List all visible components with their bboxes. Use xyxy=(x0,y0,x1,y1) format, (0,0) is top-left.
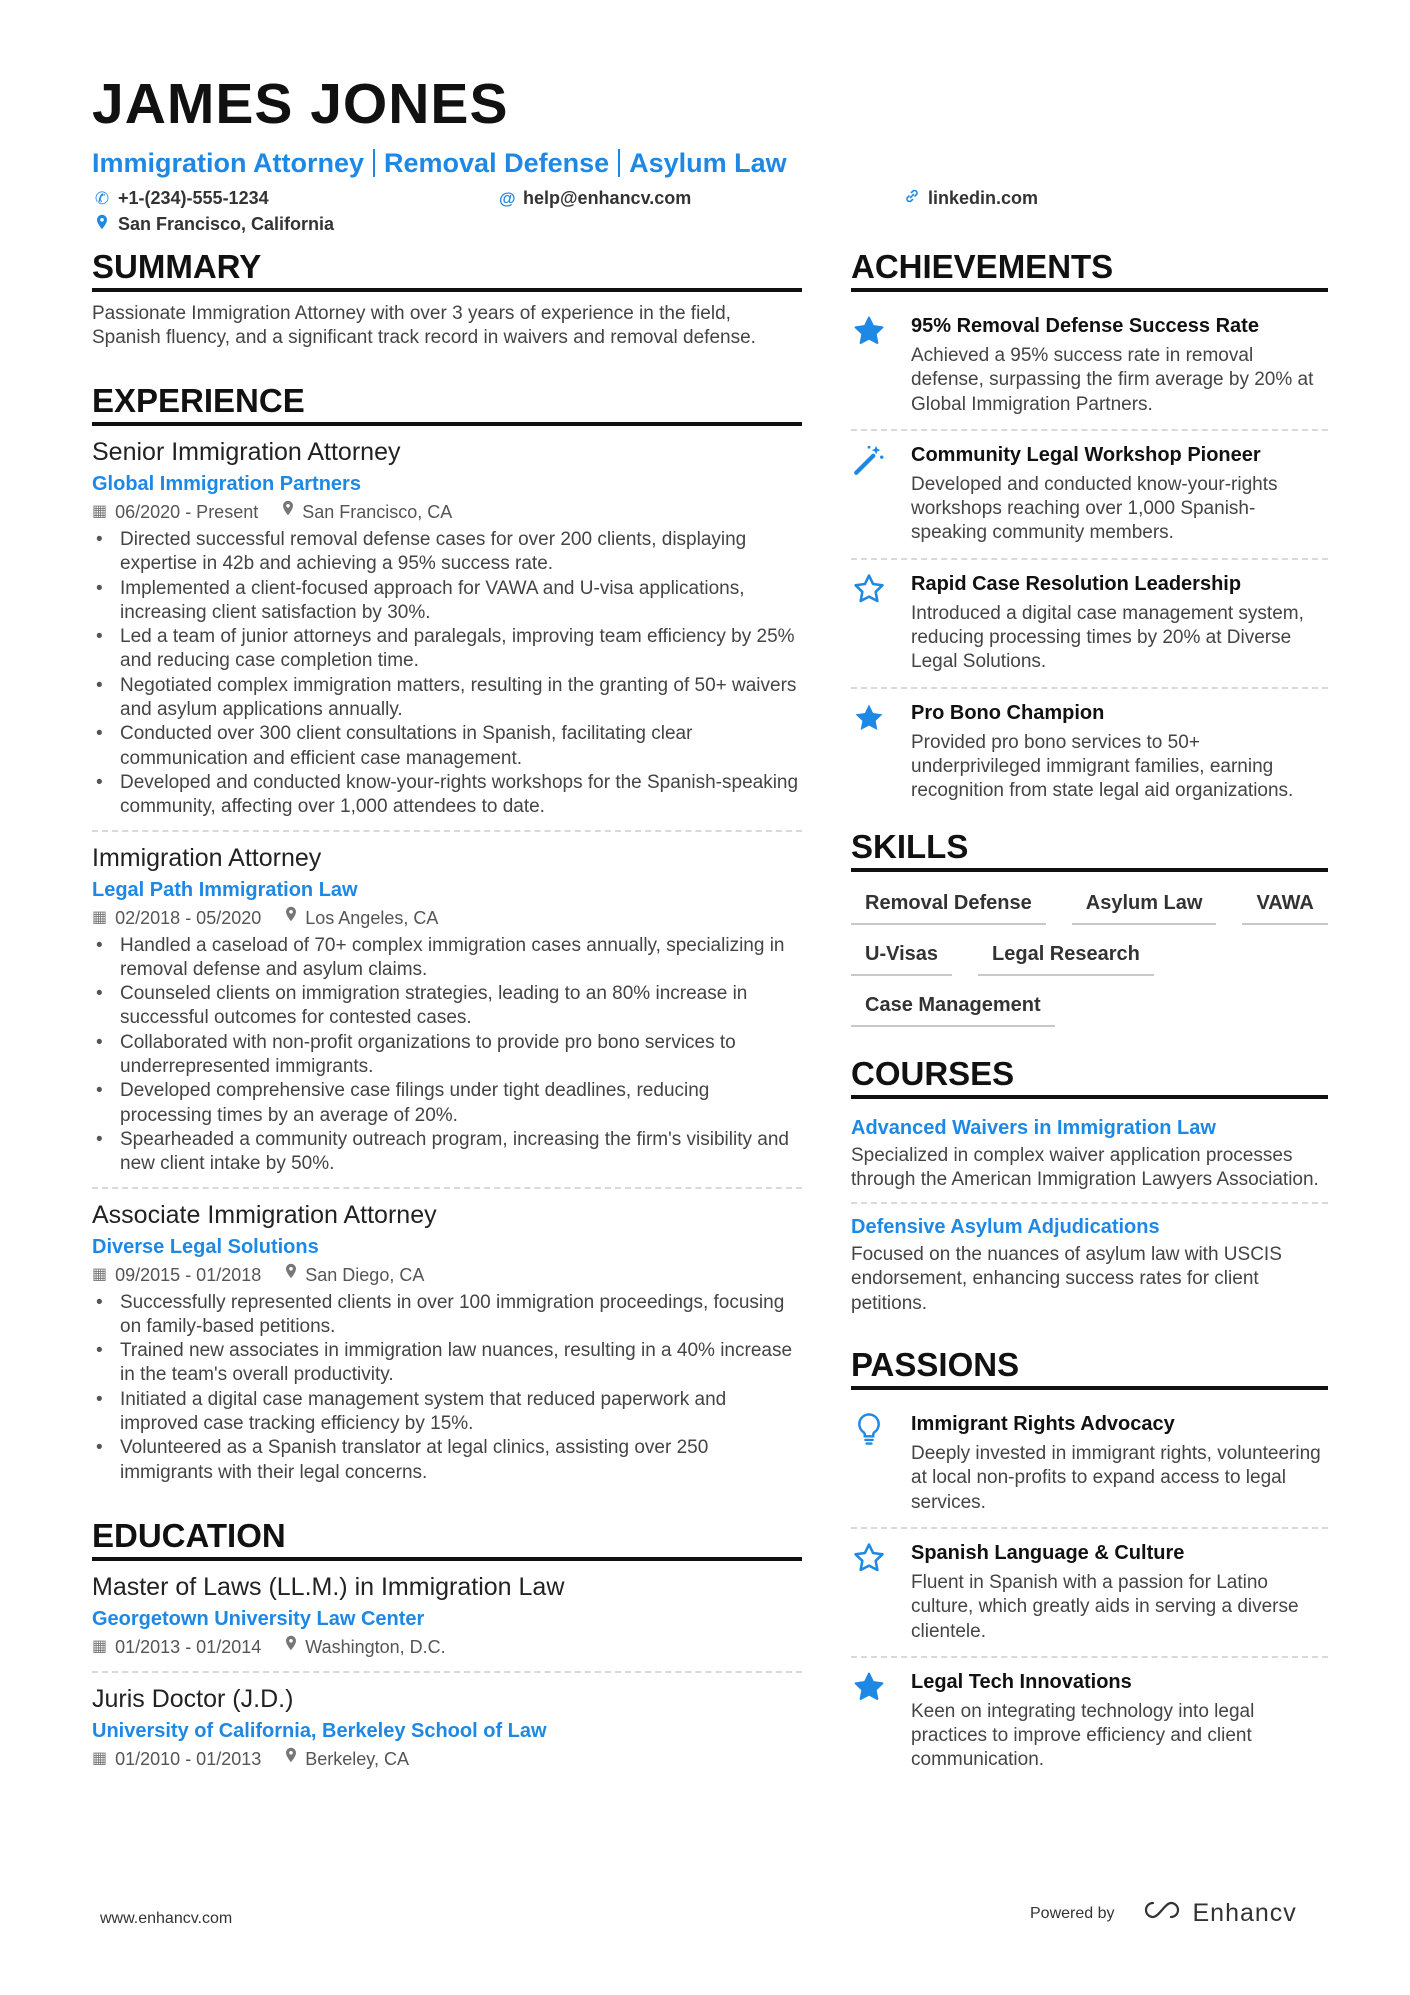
job-title: Immigration Attorney xyxy=(92,843,322,872)
passion-item xyxy=(851,1656,1328,1785)
passion-title: Spanish Language & Culture xyxy=(911,1541,1185,1564)
degree-title: Master of Laws (LL.M.) in Immigration Law xyxy=(92,1572,565,1601)
location-text: San Francisco, California xyxy=(118,214,335,234)
achievement-desc: Introduced a digital case management system, reducing processing times by 20% at Diverse Legal Solutions. xyxy=(911,602,1304,673)
headline-part: Removal Defense xyxy=(384,147,610,178)
passion-title: Immigrant Rights Advocacy xyxy=(911,1413,1175,1436)
headline-divider xyxy=(618,149,620,177)
at-sign-icon: @ xyxy=(499,188,516,208)
star-outline-icon xyxy=(851,570,887,675)
map-pin-icon xyxy=(285,1745,297,1773)
job-dates: 09/2015 - 01/2018 xyxy=(115,1264,262,1285)
section-heading: COURSES xyxy=(851,1057,1328,1099)
achievement-title: 95% Removal Defense Success Rate xyxy=(911,315,1259,337)
passion-desc: Deeply invested in immigrant rights, volunteering at local non-profits to expand access to legal services. xyxy=(911,1443,1321,1513)
footer-branding xyxy=(1030,1898,1297,1929)
bullet-item: • Collaborated with non-profit organizations to provide pro bono services to underrepresented immigrants. xyxy=(92,1031,802,1080)
bullet-item: • Developed and conducted know-your-rights workshops for the Spanish-speaking community, affecting over 1,000 attendees to date. xyxy=(92,771,802,820)
calendar-icon: ▦ xyxy=(92,503,108,520)
calendar-icon: ▦ xyxy=(92,908,108,926)
map-pin-icon xyxy=(285,904,297,932)
calendar-icon: ▦ xyxy=(92,1265,108,1283)
headline-part: Asylum Law xyxy=(629,147,787,178)
summary-section xyxy=(92,250,802,350)
bullet-item: • Initiated a digital case management system that reduced paperwork and improved case tracking efficiency by 15%. xyxy=(92,1388,802,1437)
job-location: Los Angeles, CA xyxy=(305,907,439,928)
course-item xyxy=(851,1109,1328,1203)
achievement-item xyxy=(851,687,1328,816)
education-location: Washington, D.C. xyxy=(305,1636,446,1657)
achievement-item xyxy=(851,302,1328,429)
section-heading: SKILLS xyxy=(851,830,1328,872)
bullet-item: • Conducted over 300 client consultations in Spanish, facilitating clear communication and efficient case management. xyxy=(92,722,802,771)
link-icon xyxy=(904,188,920,209)
brand-logo[interactable] xyxy=(1139,1898,1297,1929)
bullet-item: • Implemented a client-focused approach for VAWA and U-visa applications, increasing client satisfaction by 30%. xyxy=(92,577,802,626)
achievement-title: Community Legal Workshop Pioneer xyxy=(911,443,1261,466)
passions-section xyxy=(851,1348,1328,1785)
course-desc: Focused on the nuances of asylum law with USCIS endorsement, enhancing success rates for client petitions. xyxy=(851,1244,1282,1314)
job-location: San Diego, CA xyxy=(305,1264,425,1285)
passion-desc: Keen on integrating technology into legal practices to improve efficiency and client communication. xyxy=(911,1700,1255,1771)
brand-name: Enhancv xyxy=(1192,1899,1297,1927)
section-heading: ACHIEVEMENTS xyxy=(851,250,1328,292)
bullet-item: • Negotiated complex immigration matters, resulting in the granting of 50+ waivers and asylum applications annually. xyxy=(92,674,802,723)
bullet-item: • Trained new associates in immigration law nuances, resulting in a 40% increase in the team's overall productivity. xyxy=(92,1339,802,1388)
contact-linkedin[interactable] xyxy=(904,188,1038,209)
bullet-item: • Successfully represented clients in over 100 immigration proceedings, focusing on family-based petitions. xyxy=(92,1291,802,1340)
map-pin-icon xyxy=(285,1261,297,1289)
skill-tag: Removal Defense xyxy=(851,888,1046,925)
experience-entry xyxy=(92,436,802,830)
section-heading: EXPERIENCE xyxy=(92,384,802,426)
education-dates: 01/2010 - 01/2013 xyxy=(115,1748,262,1769)
contact-location xyxy=(94,214,334,235)
headline-part: Immigration Attorney xyxy=(92,147,365,178)
section-heading: PASSIONS xyxy=(851,1348,1328,1390)
education-entry xyxy=(92,1571,802,1671)
company-name: Global Immigration Partners xyxy=(92,473,361,495)
contact-info xyxy=(92,188,1332,244)
powered-by-text: Powered by xyxy=(1030,1904,1115,1922)
job-title: Senior Immigration Attorney xyxy=(92,438,401,466)
section-heading: EDUCATION xyxy=(92,1519,802,1561)
calendar-icon: ▦ xyxy=(92,1637,108,1655)
resume-header xyxy=(92,72,1332,244)
star-filled-icon xyxy=(851,699,887,804)
bullet-item: • Led a team of junior attorneys and paralegals, improving team efficiency by 25% and reducing case completion time. xyxy=(92,625,802,674)
job-title: Associate Immigration Attorney xyxy=(92,1200,437,1229)
achievements-section xyxy=(851,250,1328,816)
degree-title: Juris Doctor (J.D.) xyxy=(92,1684,294,1713)
company-name: Diverse Legal Solutions xyxy=(92,1235,319,1258)
enhancv-logo-icon xyxy=(1139,1898,1185,1929)
skill-tag: Legal Research xyxy=(978,939,1154,976)
star-outline-icon xyxy=(851,312,887,417)
passion-title: Legal Tech Innovations xyxy=(911,1670,1132,1693)
achievement-desc: Developed and conducted know-your-rights workshops reaching over 1,000 Spanish-speaking community members. xyxy=(911,473,1278,544)
bullet-item: • Counseled clients on immigration strategies, leading to an 80% increase in successful outcomes for contested cases. xyxy=(92,982,802,1031)
achievement-desc: Achieved a 95% success rate in removal defense, surpassing the firm average by 20% at Global Immigration Partners. xyxy=(911,345,1314,415)
star-outline-icon xyxy=(851,1668,887,1773)
achievement-desc: Provided pro bono services to 50+ underprivileged immigrant families, earning recognition from state legal aid organizations. xyxy=(911,731,1294,802)
linkedin-text: linkedin.com xyxy=(928,188,1039,208)
education-dates: 01/2013 - 01/2014 xyxy=(115,1636,262,1657)
job-bullets xyxy=(92,934,802,1177)
skill-tag: U-Visas xyxy=(851,939,952,976)
skill-tag: VAWA xyxy=(1242,888,1327,925)
magic-wand-icon xyxy=(851,441,887,546)
job-dates: 02/2018 - 05/2020 xyxy=(115,907,262,928)
job-bullets xyxy=(92,1291,802,1485)
email-text: help@enhancv.com xyxy=(523,188,692,208)
course-title: Advanced Waivers in Immigration Law xyxy=(851,1116,1216,1139)
job-meta xyxy=(92,904,802,932)
company-name: Legal Path Immigration Law xyxy=(92,878,358,901)
phone-text: +1-(234)-555-1234 xyxy=(118,188,269,208)
achievement-item xyxy=(851,429,1328,558)
right-column xyxy=(851,250,1328,1785)
skill-tag: Asylum Law xyxy=(1072,888,1217,925)
map-pin-icon xyxy=(282,498,294,526)
section-heading: SUMMARY xyxy=(92,250,802,292)
courses-section xyxy=(851,1054,1328,1326)
bullet-item: • Spearheaded a community outreach program, increasing the firm's visibility and new client intake by 50%. xyxy=(92,1128,802,1177)
education-meta xyxy=(92,1633,802,1661)
school-name: University of California, Berkeley School of Law xyxy=(92,1719,547,1742)
footer-website[interactable]: www.enhancv.com xyxy=(100,1910,233,1927)
bullet-item: • Developed comprehensive case filings under tight deadlines, reducing processing times by an average of 20%. xyxy=(92,1079,802,1128)
candidate-name: JAMES JONES xyxy=(92,72,509,136)
bullet-item: • Volunteered as a Spanish translator at legal clinics, assisting over 250 immigrants with their legal concerns. xyxy=(92,1436,802,1485)
headline-divider xyxy=(373,149,375,177)
job-meta xyxy=(92,1261,802,1289)
skill-tag: Case Management xyxy=(851,990,1055,1027)
job-dates: 06/2020 - Present xyxy=(115,502,259,522)
map-pin-icon xyxy=(285,1633,297,1661)
skills-section xyxy=(851,827,1328,1027)
bullet-item: • Handled a caseload of 70+ complex immigration cases annually, specializing in removal defense and asylum claims. xyxy=(92,934,802,983)
experience-entry xyxy=(92,1187,802,1495)
experience-entry xyxy=(92,830,802,1187)
education-meta xyxy=(92,1745,802,1773)
achievement-item xyxy=(851,558,1328,687)
phone-icon: ✆ xyxy=(94,188,110,208)
bullet-item: • Directed successful removal defense cases for over 200 clients, displaying expertise in 42b and achieving a 95% success rate. xyxy=(92,528,802,577)
map-pin-icon xyxy=(94,214,110,235)
headline xyxy=(92,149,1332,177)
passion-item xyxy=(851,1527,1328,1656)
education-location: Berkeley, CA xyxy=(305,1748,409,1769)
lightbulb-icon xyxy=(851,1410,887,1515)
education-section xyxy=(92,1516,802,1783)
achievement-title: Rapid Case Resolution Leadership xyxy=(911,572,1242,595)
school-name: Georgetown University Law Center xyxy=(92,1607,425,1630)
job-meta xyxy=(92,498,802,526)
left-column xyxy=(92,250,802,1783)
achievement-title: Pro Bono Champion xyxy=(911,701,1105,724)
contact-email[interactable] xyxy=(499,188,691,209)
course-title: Defensive Asylum Adjudications xyxy=(851,1216,1160,1239)
education-entry xyxy=(92,1671,802,1783)
passion-item xyxy=(851,1400,1328,1527)
summary-text: Passionate Immigration Attorney with over 3 years of experience in the field, Spanish fluency, and a significant track record in waivers and removal defense. xyxy=(92,303,756,348)
passion-desc: Fluent in Spanish with a passion for Latino culture, which greatly aids in serving a diverse clientele. xyxy=(911,1571,1299,1642)
job-location: San Francisco, CA xyxy=(302,502,453,522)
contact-phone[interactable] xyxy=(94,188,269,209)
course-item xyxy=(851,1202,1328,1326)
course-desc: Specialized in complex waiver application processes through the American Immigration Lawyers Association. xyxy=(851,1144,1319,1190)
skills-list xyxy=(851,882,1328,1027)
job-bullets xyxy=(92,528,802,820)
calendar-icon: ▦ xyxy=(92,1749,108,1767)
star-outline-icon xyxy=(851,1539,887,1644)
experience-section xyxy=(92,384,802,1495)
